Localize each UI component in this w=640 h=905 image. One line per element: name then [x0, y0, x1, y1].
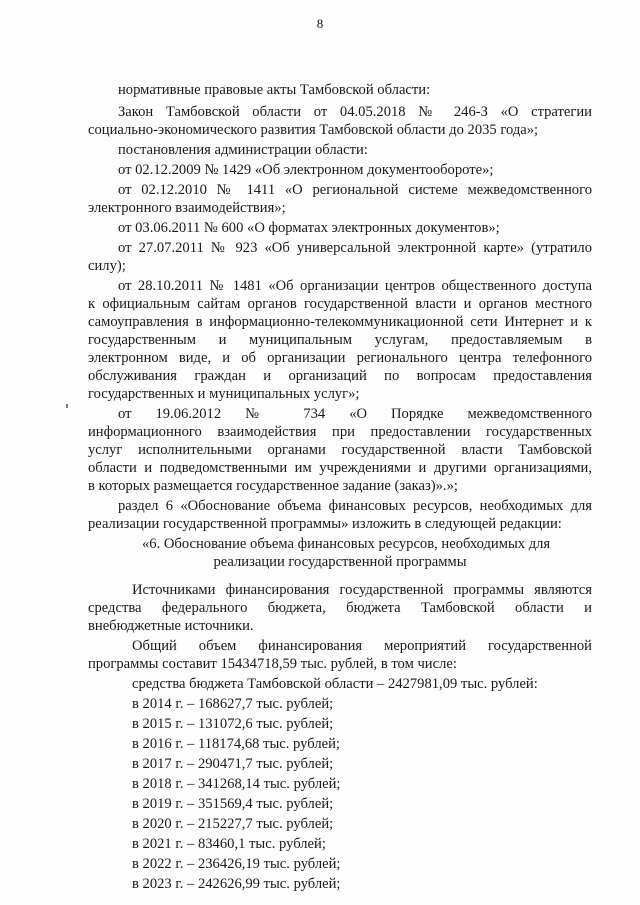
text-line: в 2017 г. – 290471,7 тыс. рублей; — [132, 756, 334, 772]
text-line: обслуживания граждан и организаций по вопросам предоставления — [88, 368, 592, 384]
text-line: «6. Обоснование объема финансовых ресурсов, необходимых для — [142, 536, 551, 552]
page-number: 8 — [316, 16, 324, 31]
text-line: от 19.06.2012 № 734 «О Порядке межведомственного — [118, 406, 592, 422]
text-line: от 02.12.2009 № 1429 «Об электронном документообороте»; — [118, 162, 494, 178]
text-line: в 2020 г. – 215227,7 тыс. рублей; — [132, 816, 334, 832]
text-line: государственных и муниципальных услуг»; — [88, 386, 360, 402]
text-line: средства федерального бюджета, бюджета Тамбовской области и — [88, 600, 592, 616]
text-line: электронном виде, и об организации регионального центра телефонного — [88, 350, 592, 366]
text-line: в которых размещается государственное задание (заказ)».»; — [88, 478, 458, 494]
text-line: раздел 6 «Обоснование объема финансовых ресурсов, необходимых для — [118, 498, 592, 514]
text-line: в 2021 г. – 83460,1 тыс. рублей; — [132, 836, 326, 852]
text-line: в 2015 г. – 131072,6 тыс. рублей; — [132, 716, 334, 732]
text-line: электронного взаимодействия»; — [88, 200, 286, 216]
text-line: социально-экономического развития Тамбовской области до 2035 года»; — [88, 122, 539, 138]
text-line: в 2018 г. – 341268,14 тыс. рублей; — [132, 776, 341, 792]
scan-artifact — [66, 404, 68, 408]
text-line: государственным и муниципальным услугам, предоставляемым в — [88, 332, 592, 348]
text-line: информационного взаимодействия при предоставлении государственных — [88, 424, 592, 440]
text-line: в 2022 г. – 236426,19 тыс. рублей; — [132, 856, 341, 872]
text-line: программы составит 15434718,59 тыс. рублей, в том числе: — [88, 656, 457, 672]
text-line: от 02.12.2010 № 1411 «О региональной системе межведомственного — [118, 182, 592, 198]
text-line: в 2023 г. – 242626,99 тыс. рублей; — [132, 876, 341, 892]
text-line: от 28.10.2011 № 1481 «Об организации центров общественного доступа — [118, 278, 592, 294]
text-line: самоуправления в информационно-телекоммуникационной сети Интернет и к — [88, 314, 592, 330]
text-line: Источниками финансирования государственной программы являются — [132, 582, 592, 598]
text-line: к официальным сайтам органов государственной власти и органов местного — [88, 296, 592, 312]
text-line: Общий объем финансирования мероприятий государственной — [132, 638, 592, 654]
text-line: Закон Тамбовской области от 04.05.2018 № 246-З «О стратегии — [118, 104, 592, 120]
text-line: в 2014 г. – 168627,7 тыс. рублей; — [132, 696, 334, 712]
text-line: реализации государственной программы — [213, 554, 467, 570]
text-line: в 2016 г. – 118174,68 тыс. рублей; — [132, 736, 340, 752]
text-line: от 03.06.2011 № 600 «О форматах электронных документов»; — [118, 220, 500, 236]
text-line: силу); — [88, 258, 126, 274]
text-line: области и подведомственными им учреждениями и другими организациями, — [88, 460, 592, 476]
text-line: услуг исполнительными органами государственной власти Тамбовской — [88, 442, 592, 458]
text-line: реализации государственной программы» изложить в следующей редакции: — [88, 516, 562, 532]
text-line: постановления администрации области: — [118, 142, 368, 158]
text-line: нормативные правовые акты Тамбовской области: — [118, 82, 431, 98]
text-line: внебюджетные источники. — [88, 618, 254, 634]
text-line: средства бюджета Тамбовской области – 2427981,09 тыс. рублей: — [132, 676, 538, 692]
text-line: от 27.07.2011 № 923 «Об универсальной электронной карте» (утратило — [118, 240, 592, 256]
text-line: в 2019 г. – 351569,4 тыс. рублей; — [132, 796, 334, 812]
